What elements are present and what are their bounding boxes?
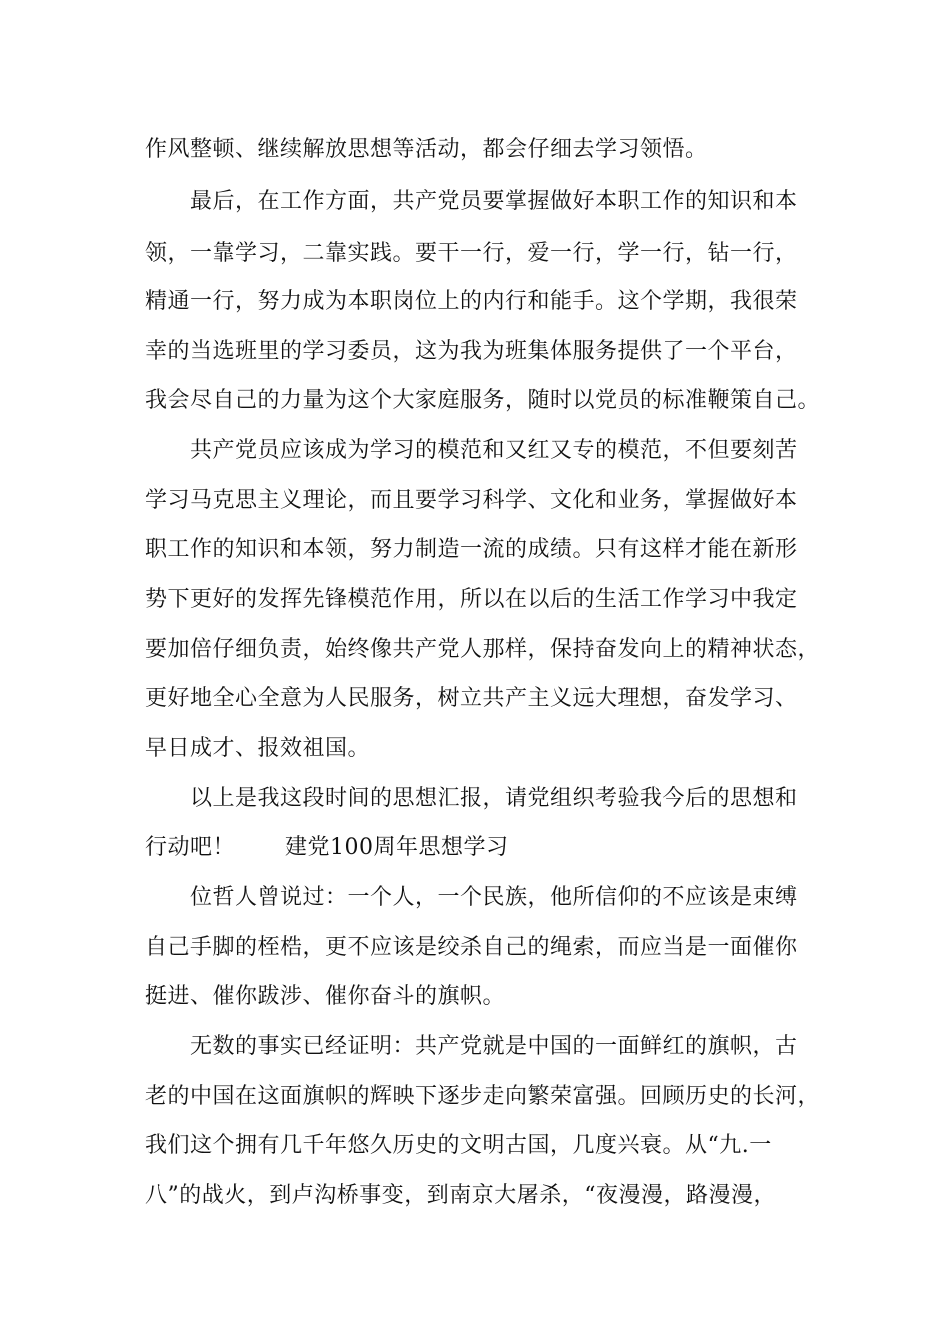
text-line: 我们这个拥有几千年悠久历史的文明古国，几度兴衰。从“九.一 bbox=[145, 1133, 772, 1158]
paragraph-first-line: 以上是我这段时间的思想汇报，请党组织考验我今后的思想和 bbox=[190, 786, 798, 811]
paragraph-first-line: 最后，在工作方面，共产党员要掌握做好本职工作的知识和本 bbox=[190, 189, 798, 214]
text-line: 势下更好的发挥先锋模范作用，所以在以后的生活工作学习中我定 bbox=[145, 587, 798, 612]
text-line: 挺进、催你跋涉、催你奋斗的旗帜。 bbox=[145, 984, 506, 1009]
text-line: 作风整顿、继续解放思想等活动，都会仔细去学习领悟。 bbox=[145, 137, 708, 162]
text-line: 八”的战火，到卢沟桥事变，到南京大屠杀，“夜漫漫，路漫漫， bbox=[145, 1183, 776, 1208]
paragraph-first-line: 共产党员应该成为学习的模范和又红又专的模范，不但要刻苦 bbox=[190, 438, 798, 463]
text-line: 早日成才、报效祖国。 bbox=[145, 736, 371, 761]
text-line bbox=[145, 828, 825, 868]
text-line: 精通一行，努力成为本职岗位上的内行和能手。这个学期，我很荣 bbox=[145, 289, 798, 314]
text-line: 老的中国在这面旗帜的辉映下逐步走向繁荣富强。回顾历史的长河， bbox=[145, 1084, 821, 1109]
paragraph-first-line: 无数的事实已经证明：共产党就是中国的一面鲜红的旗帜，古 bbox=[190, 1034, 798, 1059]
text-line: 职工作的知识和本领，努力制造一流的成绩。只有这样才能在新形 bbox=[145, 537, 798, 562]
text-line-segment: 行动吧！ bbox=[145, 835, 236, 860]
text-line: 领，一靠学习，二靠实践。要干一行，爱一行，学一行，钻一行， bbox=[145, 241, 798, 266]
text-line: 要加倍仔细负责，始终像共产党人那样，保持奋发向上的精神状态， bbox=[145, 637, 821, 662]
text-line: 幸的当选班里的学习委员，这为我为班集体服务提供了一个平台， bbox=[145, 339, 798, 364]
section-title: 建党100周年思想学习 bbox=[285, 835, 509, 860]
text-line: 我会尽自己的力量为这个大家庭服务，随时以党员的标准鞭策自己。 bbox=[145, 388, 821, 413]
text-line: 更好地全心全意为人民服务，树立共产主义远大理想，奋发学习、 bbox=[145, 686, 798, 711]
paragraph-first-line: 位哲人曾说过：一个人，一个民族，他所信仰的不应该是束缚 bbox=[190, 885, 798, 910]
text-line: 学习马克思主义理论，而且要学习科学、文化和业务，掌握做好本 bbox=[145, 488, 798, 513]
text-line: 自己手脚的桎梏，更不应该是绞杀自己的绳索，而应当是一面催你 bbox=[145, 935, 798, 960]
